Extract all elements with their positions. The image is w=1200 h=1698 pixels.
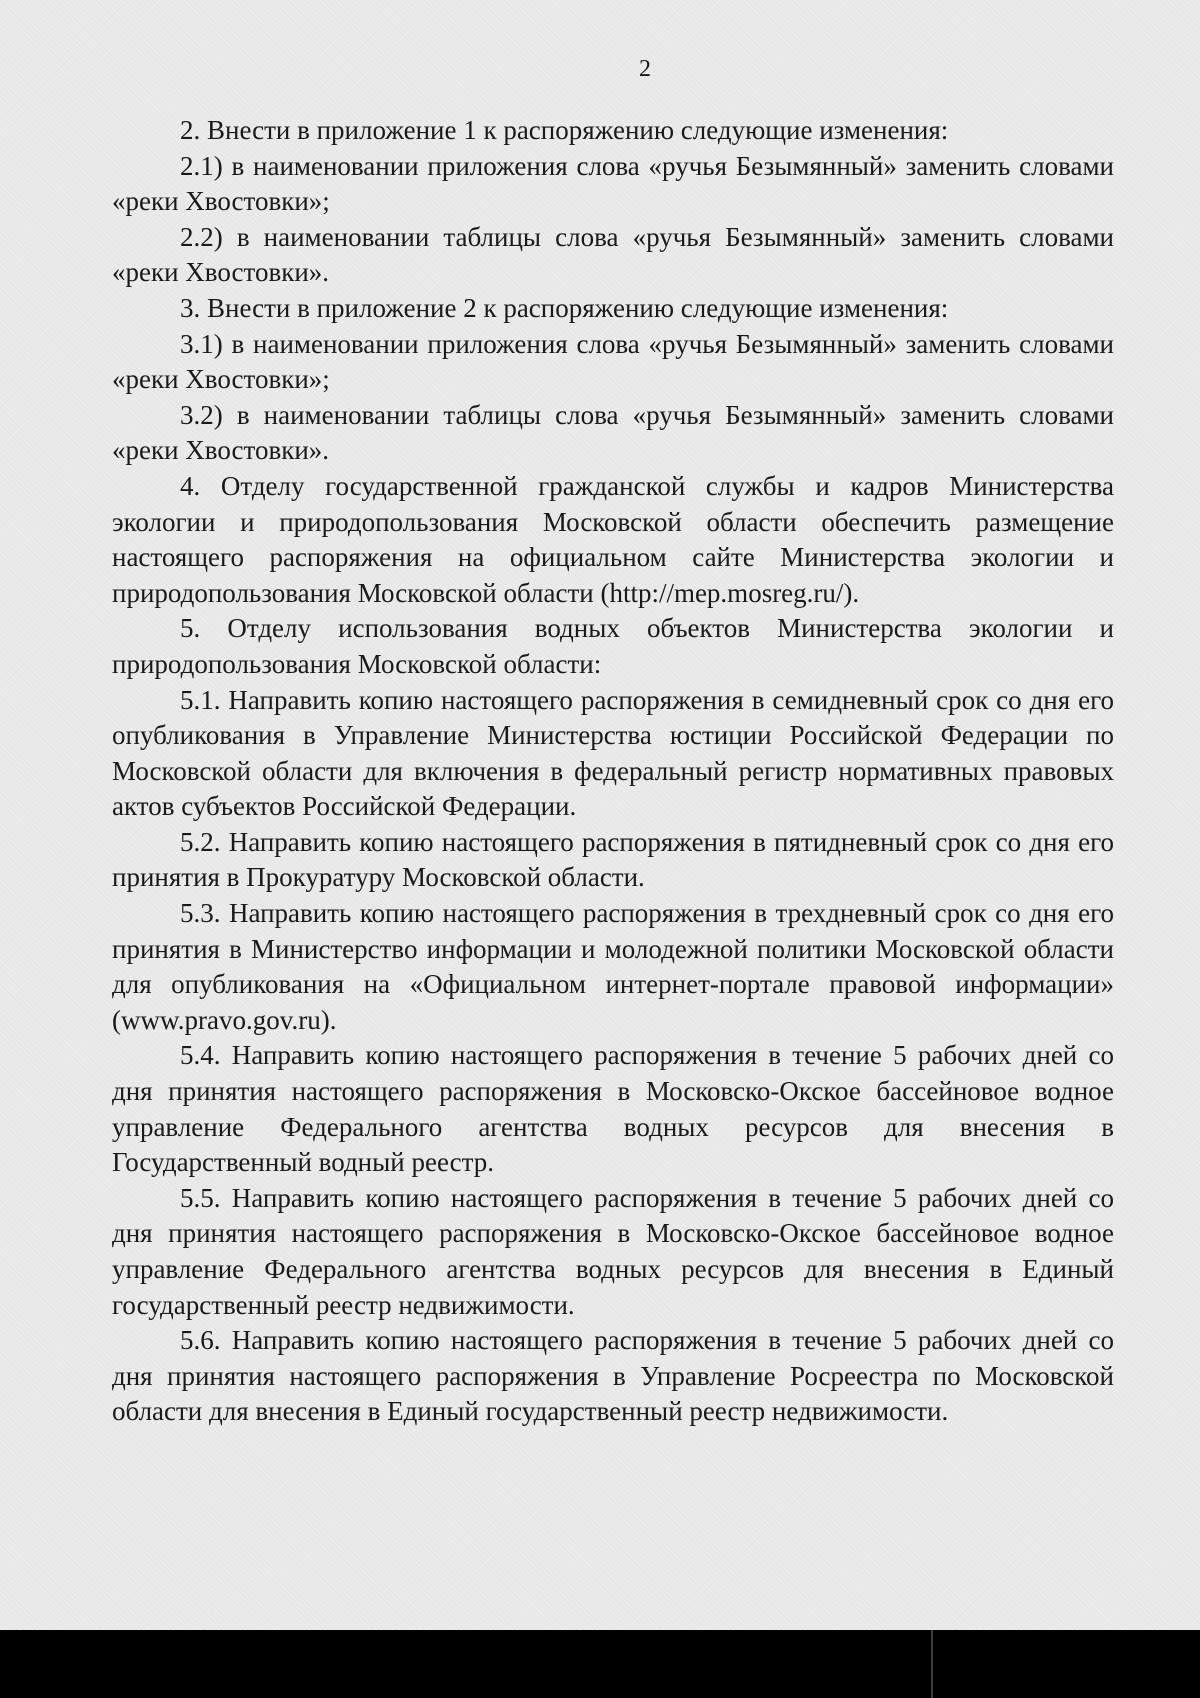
page-number: 2 — [639, 56, 651, 82]
paragraph-5-2: 5.2. Направить копию настоящего распоряжения в пятидневный срок со дня его принятия в Прокуратуру Московской области. — [112, 826, 1114, 893]
paragraph-2-1: 2.1) в наименовании приложения слова «ручья Безымянный» заменить словами «реки Хвостовки»; — [112, 150, 1114, 217]
paragraph-5-3: 5.3. Направить копию настоящего распоряжения в трехдневный срок со дня его принятия в Министерство информации и молодежной политики Московской области для опубликования на «Официальном интернет-портале правовой информации» (www.pravo.gov.ru). — [112, 898, 1114, 1035]
paragraph-5: 5. Отделу использования водных объектов Министерства экологии и природопользования Московской области: — [112, 613, 1114, 679]
paragraph-5-5: 5.5. Направить копию настоящего распоряжения в течение 5 рабочих дней со дня принятия настоящего распоряжения в Московско-Окское бассейновое водное управление Федерального агентства водных ресурсов для внесения в Единый государственный реестр недвижимости. — [112, 1182, 1114, 1320]
scan-bottom-border — [0, 1630, 1200, 1698]
paragraph-5-6: 5.6. Направить копию настоящего распоряжения в течение 5 рабочих дней со дня принятия настоящего распоряжения в Управление Росреестра по Московской области для внесения в Единый государственный реестр недвижимости. — [112, 1325, 1114, 1427]
scan-divider-line — [931, 1630, 933, 1698]
document-body — [112, 113, 1114, 1430]
paragraph-4: 4. Отделу государственной гражданской службы и кадров Министерства экологии и природопользования Московской области обеспечить размещение настоящего распоряжения на официальном сайте Министерства экологии и природопользования Московской области (http://mep.mosreg.ru/). — [112, 470, 1114, 608]
paragraph-5-1: 5.1. Направить копию настоящего распоряжения в семидневный срок со дня его опубликования в Управление Министерства юстиции Российской Федерации по Московской области для включения в федеральный регистр нормативных правовых актов субъектов Российской Федерации. — [112, 684, 1114, 822]
paragraph-3-2: 3.2) в наименовании таблицы слова «ручья Безымянный» заменить словами «реки Хвостовки». — [112, 399, 1114, 466]
paragraph-5-4: 5.4. Направить копию настоящего распоряжения в течение 5 рабочих дней со дня принятия настоящего распоряжения в Московско-Окское бассейновое водное управление Федерального агентства водных ресурсов для внесения в Государственный водный реестр. — [112, 1040, 1114, 1178]
paragraph-2: 2. Внести в приложение 1 к распоряжению следующие изменения: — [180, 115, 949, 145]
paragraph-2-2: 2.2) в наименовании таблицы слова «ручья Безымянный» заменить словами «реки Хвостовки». — [112, 221, 1114, 288]
paragraph-3: 3. Внести в приложение 2 к распоряжению следующие изменения: — [180, 292, 949, 323]
paragraph-3-1: 3.1) в наименовании приложения слова «ручья Безымянный» заменить словами «реки Хвостовки»; — [112, 328, 1114, 395]
